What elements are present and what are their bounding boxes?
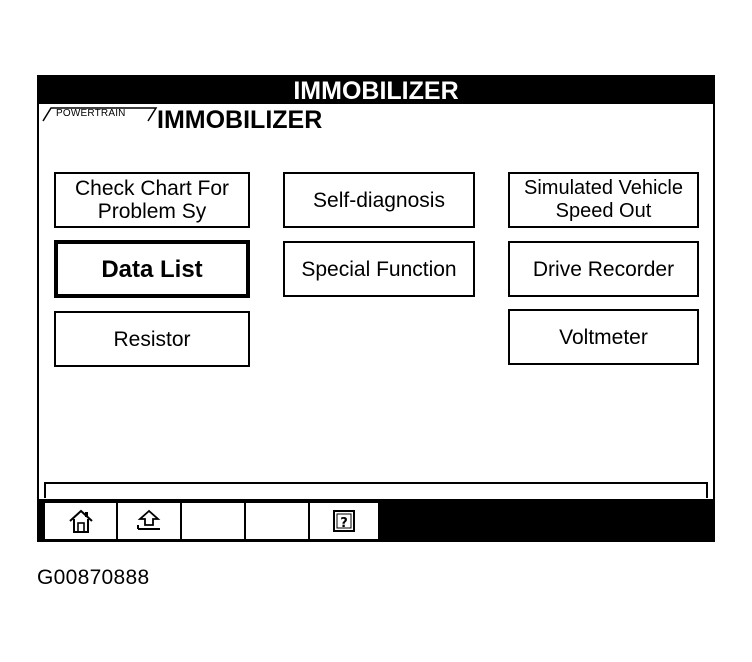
bottom-toolbar <box>39 499 713 540</box>
data-list-button[interactable]: Data List <box>54 240 250 298</box>
back-button[interactable] <box>116 503 182 539</box>
screen-title: IMMOBILIZER <box>293 77 459 105</box>
svg-text:?: ? <box>340 516 348 531</box>
status-line <box>44 482 708 498</box>
breadcrumb-label: POWERTRAIN <box>56 108 126 119</box>
special-function-button[interactable]: Special Function <box>283 241 475 297</box>
voltmeter-button[interactable]: Voltmeter <box>508 309 699 365</box>
self-diagnosis-button[interactable]: Self-diagnosis <box>283 172 475 228</box>
toolbar-slot-4[interactable] <box>244 503 310 539</box>
back-icon <box>134 508 164 534</box>
figure-id: G00870888 <box>37 566 150 589</box>
home-icon <box>67 508 95 534</box>
check-chart-button[interactable]: Check Chart For Problem Sy <box>54 172 250 228</box>
simulated-vehicle-speed-button[interactable]: Simulated Vehicle Speed Out <box>508 172 699 228</box>
help-icon <box>331 508 357 534</box>
toolbar-slot-3[interactable] <box>180 503 246 539</box>
breadcrumb-tab <box>42 106 158 122</box>
resistor-button[interactable]: Resistor <box>54 311 250 367</box>
scan-tool-screen <box>37 75 715 542</box>
help-button[interactable] <box>308 503 380 539</box>
drive-recorder-button[interactable]: Drive Recorder <box>508 241 699 297</box>
title-bar <box>39 77 713 104</box>
home-button[interactable] <box>43 503 118 539</box>
page-title: IMMOBILIZER <box>157 106 323 134</box>
